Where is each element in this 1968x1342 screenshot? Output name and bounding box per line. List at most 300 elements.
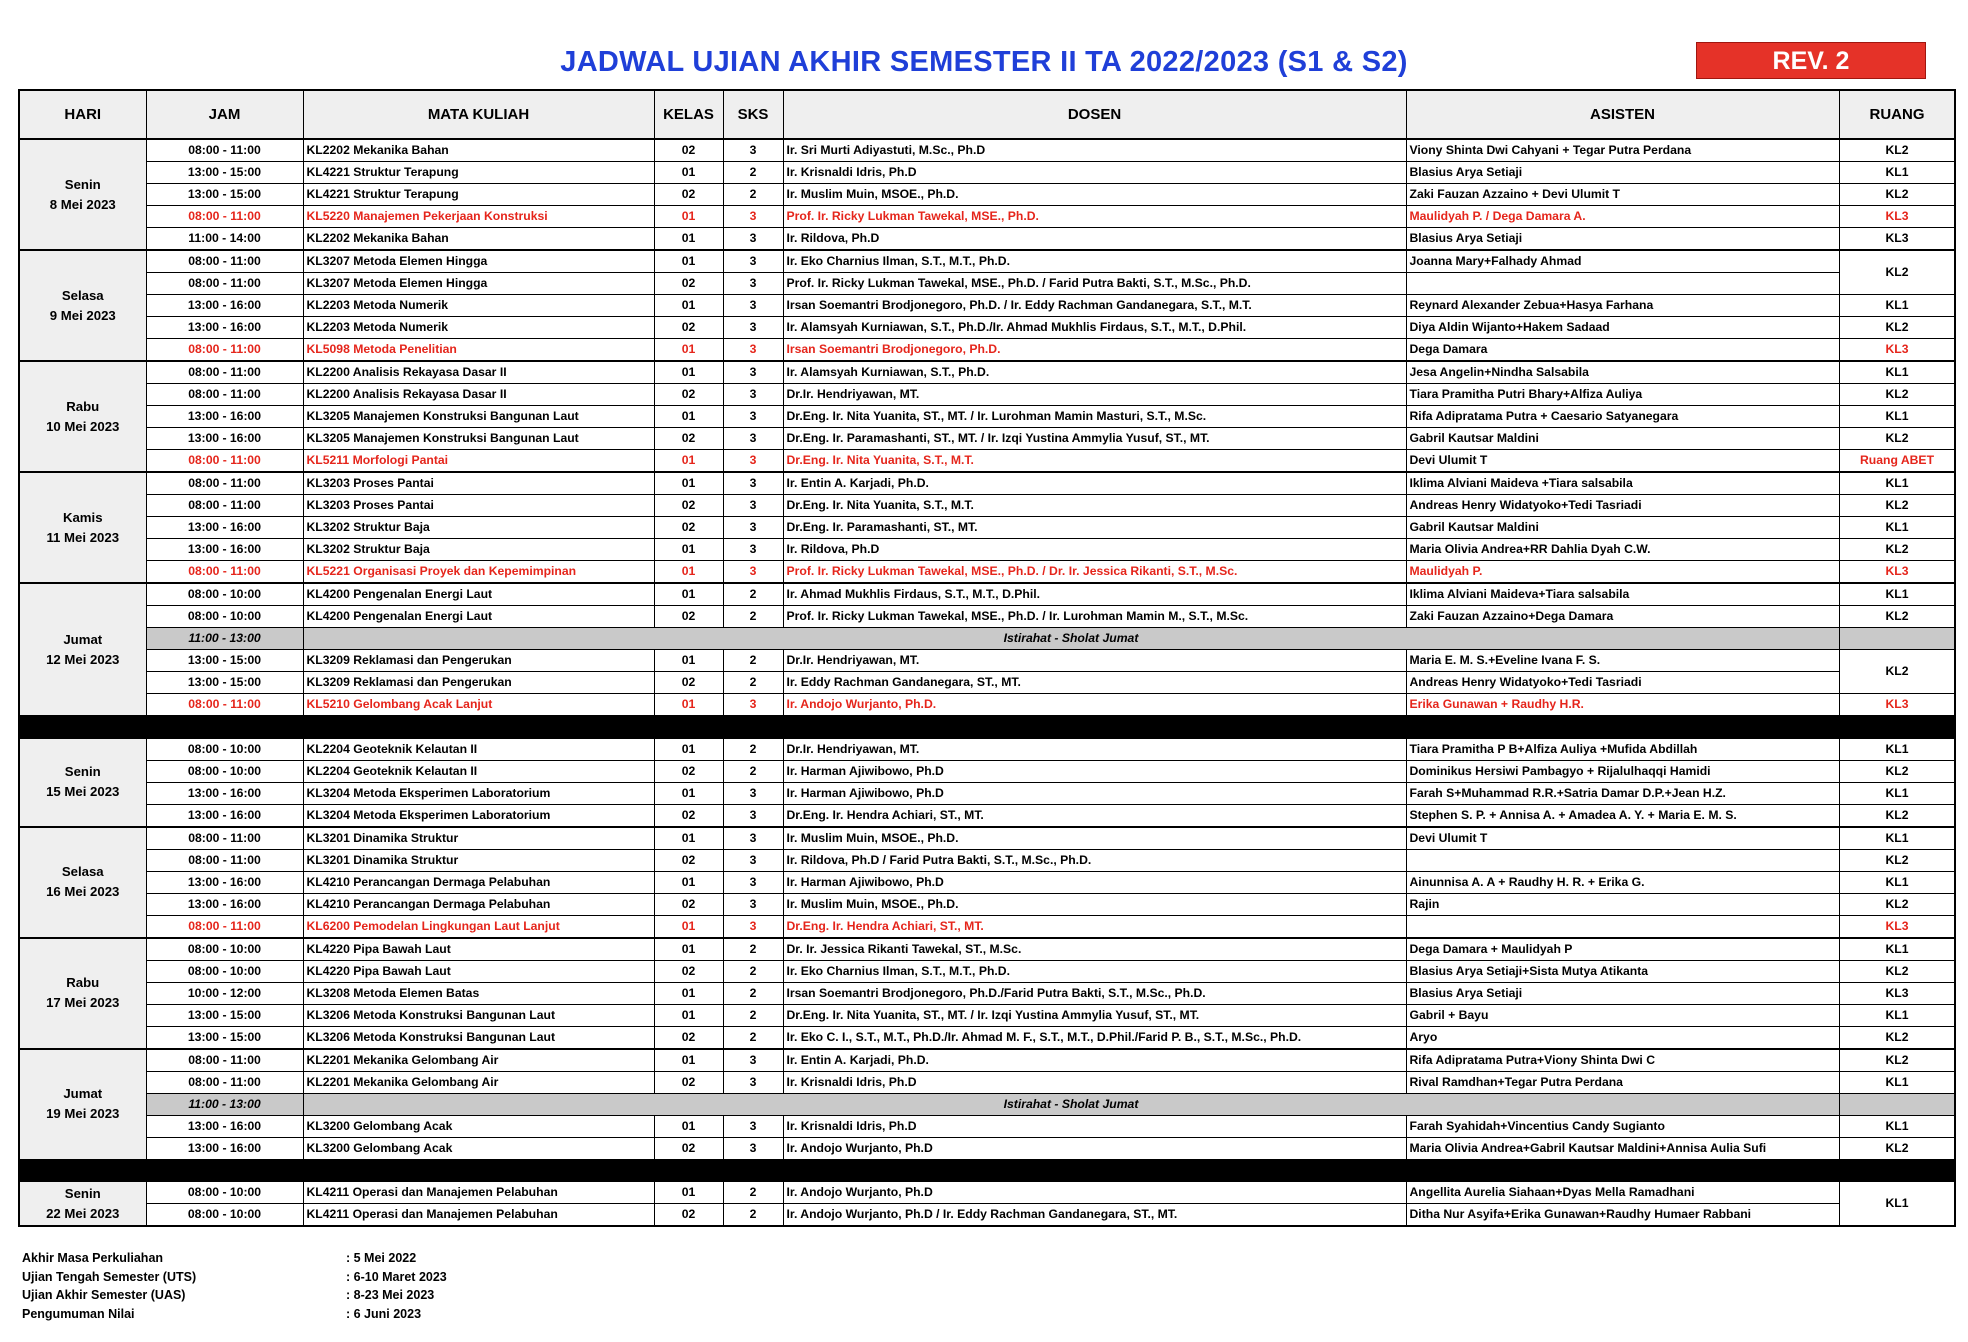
revision-badge: REV. 2 xyxy=(1696,42,1926,79)
exam-time: 08:00 - 11:00 xyxy=(146,273,303,295)
course-name: KL4211 Operasi dan Manajemen Pelabuhan xyxy=(303,1204,654,1227)
table-row xyxy=(19,206,1955,228)
footer-value: : 8-23 Mei 2023 xyxy=(346,1288,435,1302)
exam-time: 13:00 - 16:00 xyxy=(146,317,303,339)
credit-units: 2 xyxy=(723,583,783,606)
break-filler xyxy=(1839,628,1955,650)
class-number: 02 xyxy=(654,428,723,450)
room-name: KL2 xyxy=(1839,960,1955,982)
credit-units: 2 xyxy=(723,1204,783,1227)
course-name: KL4220 Pipa Bawah Laut xyxy=(303,960,654,982)
assistant-name: Farah Syahidah+Vincentius Candy Sugianto xyxy=(1406,1115,1839,1137)
col-dosen: DOSEN xyxy=(783,90,1406,139)
table-row xyxy=(19,339,1955,362)
room-name: KL1 xyxy=(1839,738,1955,761)
room-name: KL2 xyxy=(1839,760,1955,782)
assistant-name: Zaki Fauzan Azzaino+Dega Damara xyxy=(1406,606,1839,628)
course-name: KL3200 Gelombang Acak xyxy=(303,1137,654,1159)
exam-time: 13:00 - 15:00 xyxy=(146,184,303,206)
lecturer-name: Ir. Muslim Muin, MSOE., Ph.D. xyxy=(783,827,1406,850)
credit-units: 3 xyxy=(723,206,783,228)
class-number: 01 xyxy=(654,561,723,584)
assistant-name: Erika Gunawan + Raudhy H.R. xyxy=(1406,694,1839,716)
footer-value: : 6-10 Maret 2023 xyxy=(346,1269,447,1284)
table-row xyxy=(19,871,1955,893)
room-name: KL2 xyxy=(1839,539,1955,561)
credit-units: 2 xyxy=(723,672,783,694)
credit-units: 3 xyxy=(723,782,783,804)
credit-units: 2 xyxy=(723,982,783,1004)
col-mata-kuliah: MATA KULIAH xyxy=(303,90,654,139)
assistant-name: Zaki Fauzan Azzaino + Devi Ulumit T xyxy=(1406,184,1839,206)
exam-time: 08:00 - 10:00 xyxy=(146,583,303,606)
assistant-name: Iklima Alviani Maideva +Tiara salsabila xyxy=(1406,472,1839,495)
exam-time: 08:00 - 11:00 xyxy=(146,472,303,495)
table-row xyxy=(19,139,1955,162)
break-filler xyxy=(1839,1093,1955,1115)
day-group xyxy=(19,938,1955,1049)
class-number: 02 xyxy=(654,1026,723,1049)
table-row xyxy=(19,384,1955,406)
break-row xyxy=(19,1093,1955,1115)
assistant-name: Andreas Henry Widatyoko+Tedi Tasriadi xyxy=(1406,672,1839,694)
course-name: KL3202 Struktur Baja xyxy=(303,517,654,539)
day-date: 16 Mei 2023 xyxy=(46,884,120,899)
assistant-name: Blasius Arya Setiaji+Sista Mutya Atikanta xyxy=(1406,960,1839,982)
class-number: 02 xyxy=(654,495,723,517)
assistant-name: Maulidyah P. / Dega Damara A. xyxy=(1406,206,1839,228)
course-name: KL2204 Geoteknik Kelautan II xyxy=(303,760,654,782)
class-number: 01 xyxy=(654,650,723,672)
exam-time: 08:00 - 10:00 xyxy=(146,760,303,782)
course-name: KL3207 Metoda Elemen Hingga xyxy=(303,250,654,273)
footer-label: Ujian Akhir Semester (UAS) xyxy=(22,1288,186,1302)
room-name: KL1 xyxy=(1839,583,1955,606)
class-number: 01 xyxy=(654,871,723,893)
assistant-name: Joanna Mary+Falhady Ahmad xyxy=(1406,250,1839,273)
table-row xyxy=(19,960,1955,982)
exam-time: 08:00 - 11:00 xyxy=(146,694,303,716)
exam-time: 13:00 - 16:00 xyxy=(146,1137,303,1159)
room-name: KL1 xyxy=(1839,361,1955,384)
class-number: 02 xyxy=(654,517,723,539)
day-date: 22 Mei 2023 xyxy=(46,1205,120,1221)
course-name: KL3206 Metoda Konstruksi Bangunan Laut xyxy=(303,1004,654,1026)
lecturer-name: Ir. Alamsyah Kurniawan, S.T., Ph.D./Ir. Ahmad Mukhlis Firdaus, S.T., M.T., D.Phil. xyxy=(783,317,1406,339)
day-cell xyxy=(19,1049,146,1160)
course-name: KL6200 Pemodelan Lingkungan Laut Lanjut xyxy=(303,915,654,938)
day-group xyxy=(19,738,1955,827)
table-row xyxy=(19,672,1955,694)
course-name: KL5221 Organisasi Proyek dan Kepemimpinan xyxy=(303,561,654,584)
exam-time: 13:00 - 16:00 xyxy=(146,893,303,915)
room-name: KL1 xyxy=(1839,517,1955,539)
room-name: KL3 xyxy=(1839,561,1955,584)
course-name: KL3201 Dinamika Struktur xyxy=(303,827,654,850)
table-row xyxy=(19,406,1955,428)
day-group xyxy=(19,250,1955,361)
room-name: KL3 xyxy=(1839,339,1955,362)
lecturer-name: Ir. Entin A. Karjadi, Ph.D. xyxy=(783,1049,1406,1072)
exam-time: 13:00 - 15:00 xyxy=(146,1026,303,1049)
class-number: 01 xyxy=(654,250,723,273)
table-row xyxy=(19,273,1955,295)
exam-time: 08:00 - 11:00 xyxy=(146,250,303,273)
credit-units: 3 xyxy=(723,361,783,384)
separator-bar xyxy=(19,1159,1955,1181)
footer-label: Pengumuman Nilai xyxy=(22,1306,135,1321)
exam-time: 08:00 - 11:00 xyxy=(146,495,303,517)
lecturer-name: Dr.Eng. Ir. Paramashanti, ST., MT. / Ir. Izqi Yustina Ammylia Yusuf, ST., MT. xyxy=(783,428,1406,450)
day-name: Rabu xyxy=(66,398,100,414)
class-number: 01 xyxy=(654,295,723,317)
footer-dates xyxy=(22,1249,447,1323)
day-group xyxy=(19,139,1955,250)
course-name: KL2201 Mekanika Gelombang Air xyxy=(303,1071,654,1093)
exam-time: 08:00 - 11:00 xyxy=(146,827,303,850)
table-row xyxy=(19,495,1955,517)
lecturer-name: Dr.Eng. Ir. Nita Yuanita, ST., MT. / Ir. Lurohman Mamin Masturi, S.T., M.Sc. xyxy=(783,406,1406,428)
room-name: KL1 xyxy=(1839,1115,1955,1137)
credit-units: 3 xyxy=(723,539,783,561)
room-name: KL1 xyxy=(1839,472,1955,495)
table-row xyxy=(19,893,1955,915)
room-name: KL2 xyxy=(1839,1049,1955,1072)
room-name: KL3 xyxy=(1839,228,1955,251)
footer-row xyxy=(22,1286,447,1305)
exam-time: 13:00 - 15:00 xyxy=(146,1004,303,1026)
table-row xyxy=(19,1181,1955,1204)
day-name: Selasa xyxy=(61,864,104,879)
table-row xyxy=(19,606,1955,628)
day-group xyxy=(19,361,1955,472)
class-number: 01 xyxy=(654,450,723,473)
credit-units: 3 xyxy=(723,228,783,251)
lecturer-name: Ir. Eko Charnius Ilman, S.T., M.T., Ph.D. xyxy=(783,960,1406,982)
exam-time: 11:00 - 14:00 xyxy=(146,228,303,251)
assistant-name: Devi Ulumit T xyxy=(1406,827,1839,850)
lecturer-name: Dr. Ir. Jessica Rikanti Tawekal, ST., M.Sc. xyxy=(783,938,1406,961)
credit-units: 3 xyxy=(723,495,783,517)
room-name: KL1 xyxy=(1839,871,1955,893)
lecturer-name: Dr.Ir. Hendriyawan, MT. xyxy=(783,738,1406,761)
lecturer-name: Ir. Muslim Muin, MSOE., Ph.D. xyxy=(783,184,1406,206)
assistant-name: Rajin xyxy=(1406,893,1839,915)
day-group xyxy=(19,1181,1955,1226)
credit-units: 2 xyxy=(723,1181,783,1204)
assistant-name: Viony Shinta Dwi Cahyani + Tegar Putra Perdana xyxy=(1406,139,1839,162)
day-cell xyxy=(19,827,146,938)
lecturer-name: Ir. Sri Murti Adiyastuti, M.Sc., Ph.D xyxy=(783,139,1406,162)
class-number: 01 xyxy=(654,339,723,362)
course-name: KL3205 Manajemen Konstruksi Bangunan Laut xyxy=(303,406,654,428)
table-row xyxy=(19,228,1955,251)
exam-time: 08:00 - 11:00 xyxy=(146,1049,303,1072)
exam-time: 13:00 - 15:00 xyxy=(146,650,303,672)
table-row xyxy=(19,915,1955,938)
table-row xyxy=(19,250,1955,273)
exam-time: 08:00 - 11:00 xyxy=(146,139,303,162)
table-row xyxy=(19,162,1955,184)
day-cell xyxy=(19,738,146,827)
course-name: KL2203 Metoda Numerik xyxy=(303,317,654,339)
day-group xyxy=(19,827,1955,938)
col-hari: HARI xyxy=(19,90,146,139)
class-number: 01 xyxy=(654,915,723,938)
course-name: KL4220 Pipa Bawah Laut xyxy=(303,938,654,961)
credit-units: 3 xyxy=(723,273,783,295)
course-name: KL3205 Manajemen Konstruksi Bangunan Laut xyxy=(303,428,654,450)
lecturer-name: Prof. Ir. Ricky Lukman Tawekal, MSE., Ph.D. xyxy=(783,206,1406,228)
lecturer-name: Ir. Eddy Rachman Gandanegara, ST., MT. xyxy=(783,672,1406,694)
day-date: 17 Mei 2023 xyxy=(46,995,120,1010)
class-number: 02 xyxy=(654,804,723,827)
class-number: 02 xyxy=(654,849,723,871)
assistant-name: Aryo xyxy=(1406,1026,1839,1049)
break-label: Istirahat - Sholat Jumat xyxy=(303,1093,1839,1115)
lecturer-name: Dr.Eng. Ir. Nita Yuanita, S.T., M.T. xyxy=(783,450,1406,473)
lecturer-name: Irsan Soemantri Brodjonegoro, Ph.D./Farid Putra Bakti, S.T., M.Sc., Ph.D. xyxy=(783,982,1406,1004)
day-date: 10 Mei 2023 xyxy=(46,418,120,434)
table-row xyxy=(19,738,1955,761)
class-number: 01 xyxy=(654,1181,723,1204)
exam-time: 08:00 - 11:00 xyxy=(146,206,303,228)
assistant-name xyxy=(1406,849,1839,871)
course-name: KL4210 Perancangan Dermaga Pelabuhan xyxy=(303,871,654,893)
course-name: KL3202 Struktur Baja xyxy=(303,539,654,561)
assistant-name: Gabril Kautsar Maldini xyxy=(1406,428,1839,450)
break-row xyxy=(19,628,1955,650)
credit-units: 3 xyxy=(723,384,783,406)
day-cell xyxy=(19,583,146,716)
assistant-name: Angellita Aurelia Siahaan+Dyas Mella Ramadhani xyxy=(1406,1181,1839,1204)
assistant-name: Reynard Alexander Zebua+Hasya Farhana xyxy=(1406,295,1839,317)
credit-units: 3 xyxy=(723,849,783,871)
exam-time: 08:00 - 10:00 xyxy=(146,938,303,961)
day-date: 9 Mei 2023 xyxy=(49,307,116,323)
assistant-name: Maulidyah P. xyxy=(1406,561,1839,584)
exam-time: 08:00 - 10:00 xyxy=(146,1181,303,1204)
assistant-name: Iklima Alviani Maideva+Tiara salsabila xyxy=(1406,583,1839,606)
credit-units: 3 xyxy=(723,871,783,893)
day-name: Senin xyxy=(64,176,101,192)
room-name: KL2 xyxy=(1839,893,1955,915)
footer-row xyxy=(22,1249,447,1268)
exam-time: 13:00 - 16:00 xyxy=(146,804,303,827)
credit-units: 2 xyxy=(723,1004,783,1026)
room-name: KL2 xyxy=(1839,849,1955,871)
class-number: 01 xyxy=(654,694,723,716)
lecturer-name: Dr.Eng. Ir. Paramashanti, ST., MT. xyxy=(783,517,1406,539)
course-name: KL4221 Struktur Terapung xyxy=(303,184,654,206)
day-cell xyxy=(19,1181,146,1226)
class-number: 01 xyxy=(654,361,723,384)
exam-time: 13:00 - 15:00 xyxy=(146,162,303,184)
table-row xyxy=(19,583,1955,606)
table-row xyxy=(19,1049,1955,1072)
course-name: KL3200 Gelombang Acak xyxy=(303,1115,654,1137)
assistant-name: Blasius Arya Setiaji xyxy=(1406,162,1839,184)
lecturer-name: Prof. Ir. Ricky Lukman Tawekal, MSE., Ph.D. / Farid Putra Bakti, S.T., M.Sc., Ph.D. xyxy=(783,273,1406,295)
table-row xyxy=(19,694,1955,716)
lecturer-name: Ir. Krisnaldi Idris, Ph.D xyxy=(783,162,1406,184)
class-number: 01 xyxy=(654,406,723,428)
credit-units: 3 xyxy=(723,1137,783,1159)
course-name: KL3201 Dinamika Struktur xyxy=(303,849,654,871)
footer-value: : 5 Mei 2022 xyxy=(346,1251,417,1265)
class-number: 01 xyxy=(654,539,723,561)
course-name: KL3206 Metoda Konstruksi Bangunan Laut xyxy=(303,1026,654,1049)
day-cell xyxy=(19,472,146,583)
credit-units: 2 xyxy=(723,184,783,206)
room-name: KL2 xyxy=(1839,1026,1955,1049)
room-name: KL1 xyxy=(1839,782,1955,804)
assistant-name: Gabril + Bayu xyxy=(1406,1004,1839,1026)
room-name: KL3 xyxy=(1839,915,1955,938)
class-number: 01 xyxy=(654,1004,723,1026)
room-name: KL1 xyxy=(1839,295,1955,317)
exam-time: 13:00 - 16:00 xyxy=(146,406,303,428)
exam-time: 08:00 - 10:00 xyxy=(146,1204,303,1227)
day-cell xyxy=(19,938,146,1049)
credit-units: 3 xyxy=(723,250,783,273)
assistant-name: Blasius Arya Setiaji xyxy=(1406,228,1839,251)
table-row xyxy=(19,760,1955,782)
course-name: KL3204 Metoda Eksperimen Laboratorium xyxy=(303,782,654,804)
exam-schedule-table xyxy=(18,89,1956,1227)
room-name: KL1 xyxy=(1839,938,1955,961)
footer-value: : 6 Juni 2023 xyxy=(346,1306,422,1321)
room-name: KL2 xyxy=(1839,139,1955,162)
assistant-name: Jesa Angelin+Nindha Salsabila xyxy=(1406,361,1839,384)
lecturer-name: Ir. Andojo Wurjanto, Ph.D / Ir. Eddy Rachman Gandanegara, ST., MT. xyxy=(783,1204,1406,1227)
assistant-name: Dominikus Hersiwi Pambagyo + Rijalulhaqqi Hamidi xyxy=(1406,760,1839,782)
credit-units: 2 xyxy=(723,650,783,672)
course-name: KL4200 Pengenalan Energi Laut xyxy=(303,606,654,628)
lecturer-name: Ir. Harman Ajiwibowo, Ph.D xyxy=(783,871,1406,893)
credit-units: 3 xyxy=(723,915,783,938)
day-date: 15 Mei 2023 xyxy=(46,784,120,799)
col-jam: JAM xyxy=(146,90,303,139)
table-row xyxy=(19,782,1955,804)
exam-time: 10:00 - 12:00 xyxy=(146,982,303,1004)
class-number: 02 xyxy=(654,139,723,162)
assistant-name: Maria Olivia Andrea+Gabril Kautsar Maldini+Annisa Aulia Sufi xyxy=(1406,1137,1839,1159)
class-number: 01 xyxy=(654,782,723,804)
table-row xyxy=(19,827,1955,850)
room-name: KL2 xyxy=(1839,495,1955,517)
assistant-name: Ainunnisa A. A + Raudhy H. R. + Erika G. xyxy=(1406,871,1839,893)
day-date: 11 Mei 2023 xyxy=(46,529,120,545)
class-number: 02 xyxy=(654,960,723,982)
class-number: 01 xyxy=(654,206,723,228)
course-name: KL3204 Metoda Eksperimen Laboratorium xyxy=(303,804,654,827)
table-row xyxy=(19,1004,1955,1026)
assistant-name: Rifa Adipratama Putra+Viony Shinta Dwi C xyxy=(1406,1049,1839,1072)
course-name: KL2204 Geoteknik Kelautan II xyxy=(303,738,654,761)
course-name: KL2202 Mekanika Bahan xyxy=(303,139,654,162)
class-number: 01 xyxy=(654,472,723,495)
lecturer-name: Ir. Alamsyah Kurniawan, S.T., Ph.D. xyxy=(783,361,1406,384)
assistant-name: Dega Damara + Maulidyah P xyxy=(1406,938,1839,961)
footer-label: Akhir Masa Perkuliahan xyxy=(22,1251,164,1265)
assistant-name: Ditha Nur Asyifa+Erika Gunawan+Raudhy Humaer Rabbani xyxy=(1406,1204,1839,1227)
course-name: KL4221 Struktur Terapung xyxy=(303,162,654,184)
room-name: KL2 xyxy=(1839,250,1955,295)
room-name: KL2 xyxy=(1839,804,1955,827)
class-number: 02 xyxy=(654,1071,723,1093)
assistant-name: Tiara Pramitha Putri Bhary+Alfiza Auliya xyxy=(1406,384,1839,406)
lecturer-name: Prof. Ir. Ricky Lukman Tawekal, MSE., Ph.D. / Dr. Ir. Jessica Rikanti, S.T., M.Sc. xyxy=(783,561,1406,584)
table-row xyxy=(19,517,1955,539)
class-number: 01 xyxy=(654,583,723,606)
class-number: 02 xyxy=(654,672,723,694)
table-row xyxy=(19,184,1955,206)
credit-units: 3 xyxy=(723,139,783,162)
table-row xyxy=(19,1137,1955,1159)
room-name: KL2 xyxy=(1839,428,1955,450)
week-separator xyxy=(19,716,1955,738)
table-row xyxy=(19,1071,1955,1093)
day-cell xyxy=(19,139,146,250)
day-name: Selasa xyxy=(61,287,104,303)
assistant-name xyxy=(1406,915,1839,938)
course-name: KL3203 Proses Pantai xyxy=(303,495,654,517)
exam-time: 13:00 - 16:00 xyxy=(146,539,303,561)
room-name: KL1 xyxy=(1839,406,1955,428)
exam-time: 13:00 - 16:00 xyxy=(146,295,303,317)
table-row xyxy=(19,1204,1955,1227)
day-cell xyxy=(19,361,146,472)
day-name: Senin xyxy=(64,1185,101,1201)
lecturer-name: Dr.Eng. Ir. Nita Yuanita, S.T., M.T. xyxy=(783,495,1406,517)
class-number: 01 xyxy=(654,982,723,1004)
credit-units: 3 xyxy=(723,339,783,362)
lecturer-name: Ir. Rildova, Ph.D xyxy=(783,228,1406,251)
table-row xyxy=(19,982,1955,1004)
lecturer-name: Irsan Soemantri Brodjonegoro, Ph.D. xyxy=(783,339,1406,362)
day-date: 19 Mei 2023 xyxy=(46,1106,120,1121)
course-name: KL3203 Proses Pantai xyxy=(303,472,654,495)
exam-time: 13:00 - 16:00 xyxy=(146,517,303,539)
day-date: 8 Mei 2023 xyxy=(49,196,116,212)
class-number: 01 xyxy=(654,1115,723,1137)
credit-units: 2 xyxy=(723,606,783,628)
exam-time: 08:00 - 11:00 xyxy=(146,339,303,362)
day-group xyxy=(19,472,1955,583)
credit-units: 2 xyxy=(723,760,783,782)
room-name: KL1 xyxy=(1839,827,1955,850)
course-name: KL5211 Morfologi Pantai xyxy=(303,450,654,473)
class-number: 02 xyxy=(654,384,723,406)
class-number: 02 xyxy=(654,1137,723,1159)
class-number: 01 xyxy=(654,827,723,850)
class-number: 02 xyxy=(654,760,723,782)
lecturer-name: Ir. Andojo Wurjanto, Ph.D. xyxy=(783,694,1406,716)
class-number: 02 xyxy=(654,606,723,628)
lecturer-name: Dr.Eng. Ir. Hendra Achiari, ST., MT. xyxy=(783,804,1406,827)
lecturer-name: Dr.Eng. Ir. Hendra Achiari, ST., MT. xyxy=(783,915,1406,938)
credit-units: 3 xyxy=(723,893,783,915)
exam-time: 08:00 - 10:00 xyxy=(146,606,303,628)
lecturer-name: Ir. Andojo Wurjanto, Ph.D xyxy=(783,1181,1406,1204)
table-row xyxy=(19,361,1955,384)
exam-time: 13:00 - 16:00 xyxy=(146,782,303,804)
credit-units: 3 xyxy=(723,517,783,539)
credit-units: 3 xyxy=(723,561,783,584)
assistant-name: Diya Aldin Wijanto+Hakem Sadaad xyxy=(1406,317,1839,339)
lecturer-name: Ir. Harman Ajiwibowo, Ph.D xyxy=(783,760,1406,782)
